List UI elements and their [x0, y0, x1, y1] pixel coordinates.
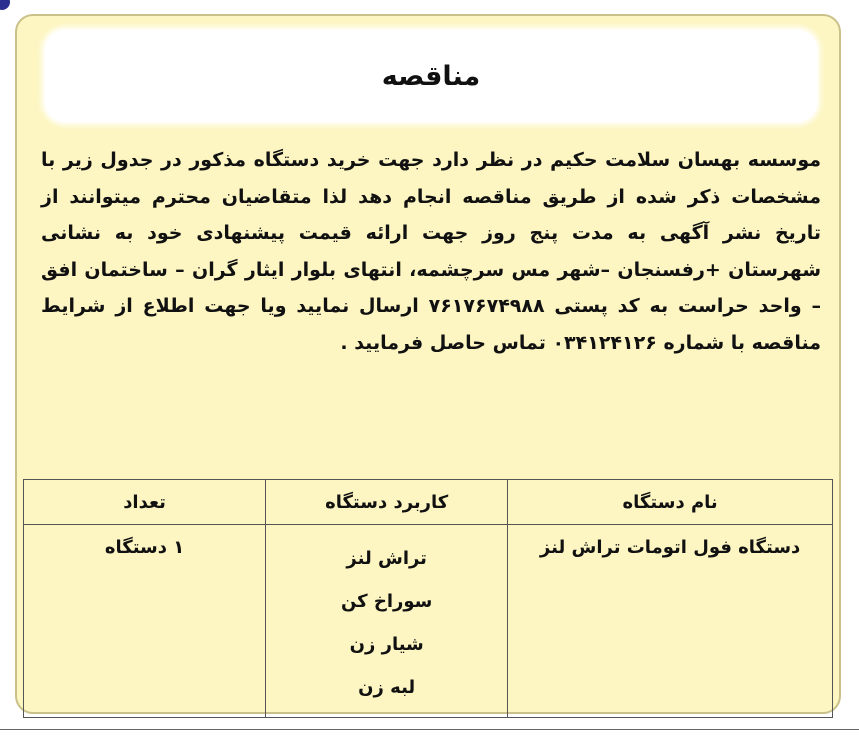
- corner-dot: [0, 0, 10, 10]
- header-device-usage: کاربرد دستگاه: [266, 480, 508, 525]
- table-header-row: [24, 480, 833, 525]
- notice-body: موسسه بهسان سلامت حکیم در نظر دارد جهت خرید دستگاه مذکور در جدول زیر با مشخصات ذکر شده از طریق مناقصه انجام دهد لذا متقاضیان محترم میتوانند از تاریخ نشر آگهی به مدت پنج روز جهت ارائه قیمت پیشنهادی خود به نشانی شهرستان +رفسنجان –شهر مس سرچشمه، انتهای بلوار ایثار گران – ساختمان افق – واحد حراست به کد پستی ۷۶۱۷۶۷۴۹۸۸ ارسال نمایید ویا جهت اطلاع از شرایط مناقصه با شماره ۰۳۴۱۲۴۱۲۶ تماس حاصل فرمایید .: [41, 149, 821, 354]
- usage-item: لبه زن: [358, 677, 416, 698]
- usage-item: شیار زن: [349, 634, 424, 655]
- usage-item: تراش لنز: [346, 548, 427, 569]
- bottom-divider: [0, 729, 859, 730]
- cell-device-name: دستگاه فول اتومات تراش لنز: [508, 525, 833, 718]
- device-table: [23, 479, 833, 718]
- title-banner: [45, 30, 817, 122]
- header-quantity: تعداد: [24, 480, 266, 525]
- cell-device-usage: [266, 525, 508, 718]
- header-device-name: نام دستگاه: [508, 480, 833, 525]
- notice-card: [15, 14, 841, 714]
- notice-title: مناقصه: [381, 60, 481, 92]
- table-row: [24, 525, 833, 718]
- usage-item: سوراخ کن: [340, 591, 433, 612]
- cell-quantity: ۱ دستگاه: [24, 525, 266, 718]
